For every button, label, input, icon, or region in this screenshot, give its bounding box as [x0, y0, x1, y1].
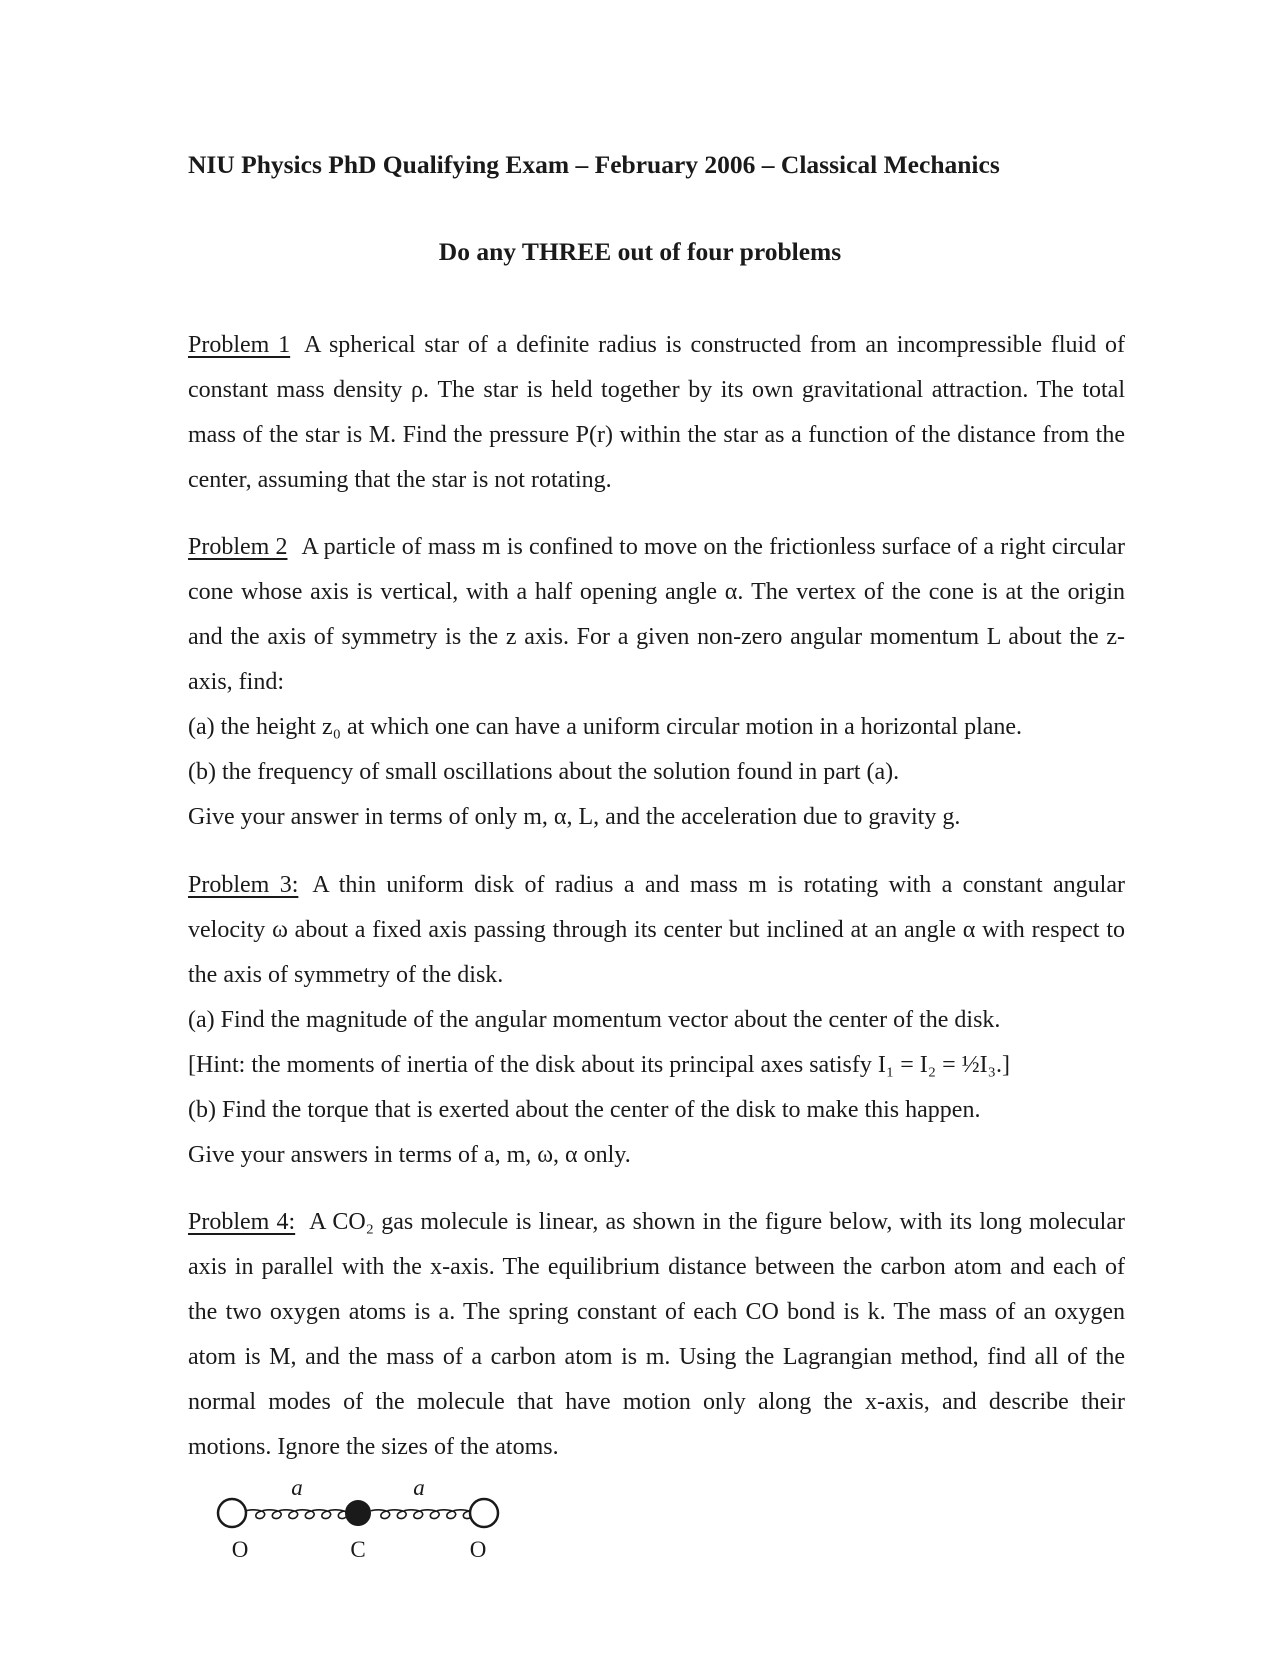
- problem-2-part-b: (b) the frequency of small oscillations about the solution found in part (a).: [188, 759, 900, 785]
- problem-4-body: [188, 1200, 1125, 1470]
- problem-3-part-a: (a) Find the magnitude of the angular momentum vector about the center of the disk.: [188, 1007, 1001, 1033]
- problem-4-label: Problem 4:: [188, 1209, 296, 1235]
- problem-3-part-b: (b) Find the torque that is exerted about the center of the disk to make this happen.: [188, 1097, 981, 1123]
- problem-3-body: [188, 863, 1125, 998]
- atom-label-oxygen-left: O: [231, 1537, 249, 1562]
- problem-2-closing: Give your answer in terms of only m, α, L, and the acceleration due to gravity g.: [188, 804, 961, 830]
- spacing-label-left: a: [291, 1475, 303, 1500]
- problem-4: [188, 1200, 1125, 1470]
- problem-2-text: A particle of mass m is confined to move on the frictionless surface of a right circular cone whose axis is vertical, with a half opening angle α. The vertex of the cone is at the origin and the axis of symmetry is the z axis. For a given non-zero angular momentum L about the z-axis, find:: [188, 534, 1125, 695]
- co2-molecule-figure: [212, 1473, 512, 1563]
- spacing-label-right: a: [413, 1475, 425, 1500]
- problem-3-hint: [Hint: the moments of inertia of the disk about its principal axes satisfy I₁ = I₂ = ½I₃.]: [188, 1052, 1010, 1078]
- spring-right: [371, 1510, 472, 1519]
- spring-left: [246, 1510, 347, 1519]
- problem-1-text: A spherical star of a definite radius is constructed from an incompressible fluid of constant mass density ρ. The star is held together by its own gravitational attraction. The total mass of the star is M. Find the pressure P(r) within the star as a function of the distance from the center, assuming that the star is not rotating.: [188, 332, 1125, 493]
- exam-instructions: Do any THREE out of four problems: [438, 237, 842, 266]
- problem-1-label: Problem 1: [188, 332, 291, 358]
- problem-2-body: [188, 525, 1125, 705]
- problem-3-text: A thin uniform disk of radius a and mass m is rotating with a constant angular velocity ω about a fixed axis passing through its center but inclined at an angle α with respect to the axis of symmetry of the disk.: [188, 872, 1125, 988]
- carbon-atom: [346, 1501, 371, 1526]
- problem-4-text: A CO₂ gas molecule is linear, as shown in the figure below, with its long molecular axis in parallel with the x-axis. The equilibrium distance between the carbon atom and each of the two oxygen atoms is a. The spring constant of each CO bond is k. The mass of an oxygen atom is M, and the mass of a carbon atom is m. Using the Lagrangian method, find all of the normal modes of the molecule that have motion only along the x-axis, and describe their motions. Ignore the sizes of the atoms.: [188, 1209, 1125, 1460]
- oxygen-atom-right: [470, 1499, 498, 1527]
- problem-2-part-a: (a) the height z₀ at which one can have a uniform circular motion in a horizontal plane.: [188, 714, 1023, 740]
- problem-1: [188, 323, 1125, 503]
- problem-3: [188, 863, 1125, 1178]
- co2-diagram: [212, 1473, 512, 1563]
- problem-2: [188, 525, 1125, 840]
- atom-label-carbon: C: [350, 1537, 366, 1562]
- problem-3-closing: Give your answers in terms of a, m, ω, α only.: [188, 1142, 631, 1168]
- problem-2-label: Problem 2: [188, 534, 288, 560]
- oxygen-atom-left: [218, 1499, 246, 1527]
- problem-3-label: Problem 3:: [188, 872, 299, 898]
- exam-title: NIU Physics PhD Qualifying Exam – February 2006 – Classical Mechanics: [188, 150, 1000, 179]
- atom-label-oxygen-right: O: [469, 1537, 487, 1562]
- problem-1-body: [188, 323, 1125, 503]
